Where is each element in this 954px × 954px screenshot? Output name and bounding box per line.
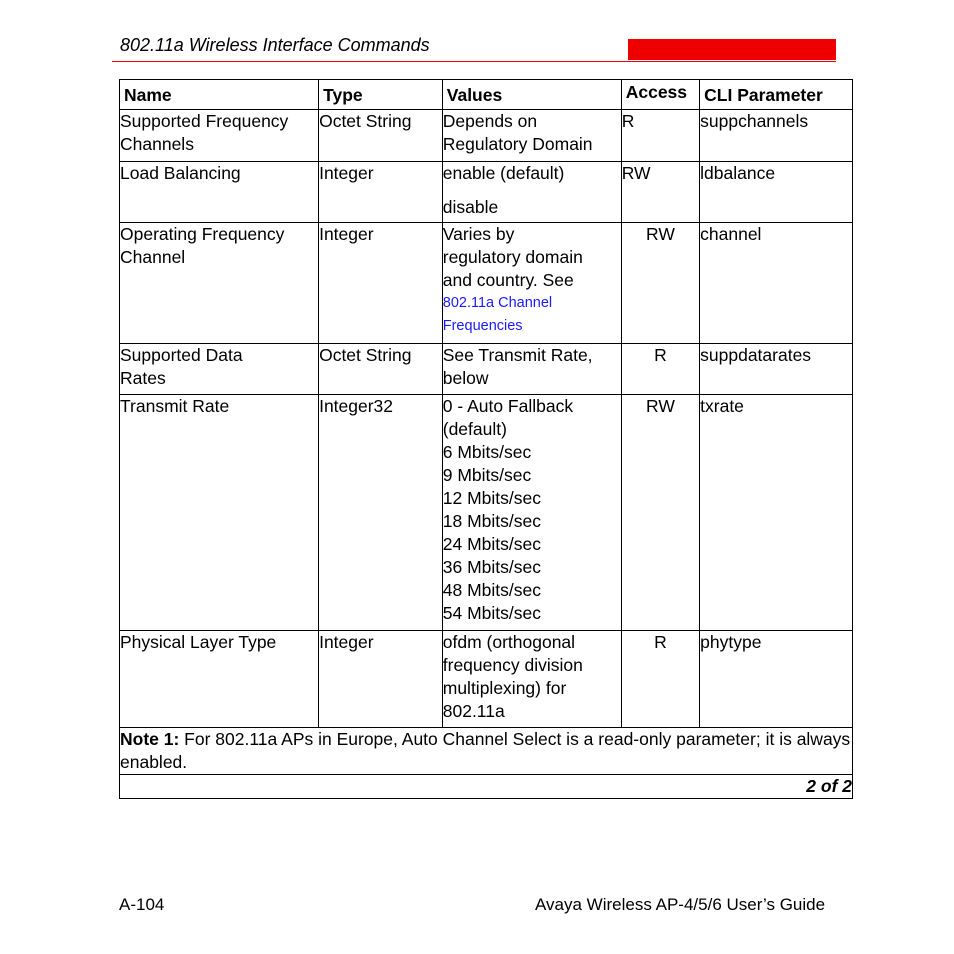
cell-name: Load Balancing: [120, 162, 319, 223]
table-row: [120, 631, 853, 728]
cell-type: Integer: [319, 223, 443, 344]
cell-name: Supported Data Rates: [120, 344, 319, 395]
cell-name: Physical Layer Type: [120, 631, 319, 728]
table-row: [120, 110, 853, 162]
note-cell: [120, 728, 853, 775]
cell-cli: suppchannels: [700, 110, 853, 162]
note-label: Note 1:: [120, 729, 180, 749]
page-number: A-104: [119, 895, 165, 914]
guide-title: Avaya Wireless AP-4/5/6 User’s Guide: [535, 895, 826, 914]
table-row: [120, 162, 853, 223]
column-header-type: Type: [319, 80, 443, 110]
table-row: [120, 395, 853, 631]
cell-name: Operating Frequency Channel: [120, 223, 319, 344]
table-pager: 2 of 2: [120, 775, 853, 799]
column-header-cli: CLI Parameter: [700, 80, 853, 110]
cell-access: R: [621, 631, 699, 728]
header-rule: [112, 61, 836, 62]
parameter-table: [119, 79, 853, 799]
cell-type: Integer: [319, 162, 443, 223]
page-header-title: 802.11a Wireless Interface Commands: [120, 35, 430, 55]
cell-values: enable (default) disable: [442, 162, 621, 223]
cell-access: R: [621, 344, 699, 395]
cell-values: Varies by regulatory domain and country. See 802.11a Channel Frequencies: [442, 223, 621, 344]
cell-cli: phytype: [700, 631, 853, 728]
header-accent-bar: [628, 39, 836, 60]
cell-cli: txrate: [700, 395, 853, 631]
cell-type: Octet String: [319, 110, 443, 162]
cell-values: ofdm (orthogonal frequency division multiplexing) for 802.11a: [442, 631, 621, 728]
cell-access: RW: [621, 223, 699, 344]
cell-name: Transmit Rate: [120, 395, 319, 631]
table-row: [120, 344, 853, 395]
cell-cli: channel: [700, 223, 853, 344]
cell-values: 0 - Auto Fallback (default) 6 Mbits/sec 9 Mbits/sec 12 Mbits/sec 18 Mbits/sec 24 Mbits/sec 36 Mbits/sec 48 Mbits/sec 54 Mbits/sec: [442, 395, 621, 631]
cell-type: Octet String: [319, 344, 443, 395]
channel-frequencies-link[interactable]: 802.11a Channel: [442, 295, 553, 311]
cell-name: Supported Frequency Channels: [120, 110, 319, 162]
note-row: [120, 728, 853, 775]
table-row: [120, 223, 853, 344]
pager-row: [120, 775, 853, 799]
column-header-access: Access: [621, 80, 699, 110]
column-header-values: Values: [442, 80, 621, 110]
cell-cli: suppdatarates: [700, 344, 853, 395]
cell-values: Depends on Regulatory Domain: [442, 110, 621, 162]
cell-cli: ldbalance: [700, 162, 853, 223]
cell-type: Integer: [319, 631, 443, 728]
column-header-name: Name: [120, 80, 319, 110]
cell-access: RW: [621, 162, 699, 223]
cell-values: See Transmit Rate, below: [442, 344, 621, 395]
note-text: For 802.11a APs in Europe, Auto Channel Select is a read-only parameter; it is always enabled.: [120, 729, 851, 772]
channel-frequencies-link-cont[interactable]: Frequencies: [442, 318, 523, 334]
table-header-row: [120, 80, 853, 110]
cell-type: Integer32: [319, 395, 443, 631]
cell-access: R: [621, 110, 699, 162]
cell-access: RW: [621, 395, 699, 631]
